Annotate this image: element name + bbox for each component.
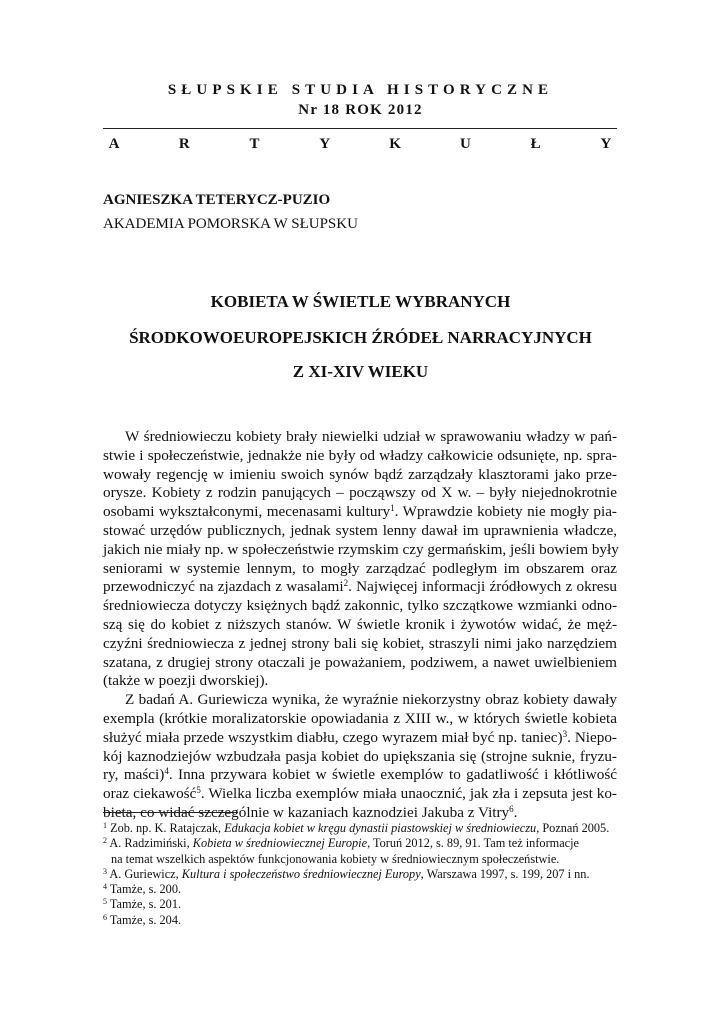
footnote-marker: 4 (164, 766, 169, 777)
body-line: szą się do kobiet z niższych stanów. W świetle kronik i żywotów widać, że męż- (103, 615, 617, 633)
article-body (103, 428, 617, 823)
cited-title: Kobieta w średniowiecznej Europie (192, 836, 368, 851)
author-name: AGNIESZKA TETERYCZ-PUZIO (103, 192, 331, 208)
footnote: $^1$ Zob. np. K. Ratajczak, Edukacja kobiet w kręgu dynastii piastowskiej w średniowieczu, Poznań 2005. (103, 821, 610, 835)
section-letter: R (178, 136, 190, 152)
body-line: W średniowieczu kobiety brały niewielki udział w sprawowaniu władzy w pań- (125, 428, 617, 445)
body-line: służyć miała przede wszystkim diabłu, czego wyrazem miał być np. taniec)$^3$. Niepo- (103, 728, 617, 746)
footnote-number: 2 (103, 836, 107, 846)
footnote: $^3$ A. Guriewicz, Kultura i społeczeństwo średniowiecznej Europy, Warszawa 1997, s. 199, 207 i nn. (103, 866, 590, 881)
footnote-marker: 5 (196, 785, 201, 796)
footnote-number: 3 (103, 866, 107, 876)
section-letter: Y (319, 136, 331, 152)
body-line: Z badań A. Guriewicza wynika, że wyraźnie niekorzystny obraz kobiety dawały (125, 691, 617, 709)
footnote-marker: 6 (509, 803, 514, 814)
article-title-line: ŚRODKOWOEUROPEJSKICH ŹRÓDEŁ NARRACYJNYCH (129, 328, 592, 347)
section-letter: Ł (530, 136, 541, 152)
footnote-marker: 1 (390, 503, 395, 514)
body-line: szatana, z drugiej strony otaczali je poważaniem, podziwem, a nawet uwielbieniem (103, 653, 617, 671)
footnotes (103, 821, 617, 928)
header-rule (103, 128, 617, 129)
article-title-line: Z XI-XIV WIEKU (292, 362, 429, 381)
footnote: $^6$ Tamże, s. 204. (103, 912, 182, 927)
footnote-number: 5 (103, 897, 107, 907)
body-line: średniowiecza dotyczy księżnych bądź zakonnic, tylko szczątkowe wzmianki odno- (103, 597, 617, 615)
journal-issue: Nr 18 ROK 2012 (298, 102, 423, 118)
section-heading (103, 136, 617, 153)
body-line: ry, maści)$^4$. Inna przywara kobiet w świetle exemplów to gadatliwość i kłótliwość (103, 766, 617, 784)
body-line: stować urzędów publicznych, jednak system lenny dawał im uprawnienia władcze, (103, 521, 617, 539)
cited-title: Edukacja kobiet w kręgu dynastii piastowskiej w średniowieczu (224, 821, 537, 835)
author-affiliation: AKADEMIA POMORSKA W SŁUPSKU (103, 216, 358, 232)
footnote: $^2$ A. Radzimiński, Kobieta w średniowiecznej Europie, Toruń 2012, s. 89, 91. Tam też informacje (103, 836, 580, 851)
body-line: kój kaznodziejów wzbudzała pasja kobiet do upiększania się (strojne suknie, fryzu- (103, 747, 617, 765)
section-letter: T (249, 136, 260, 152)
footnote-rule (103, 812, 238, 813)
section-letter: Y (600, 136, 612, 152)
body-line: exempla (krótkie moralizatorskie opowiadania z XIII w., w których świetle kobieta (103, 709, 617, 727)
body-line: seniorami w systemie lennym, to mogły zarządzać podległym im obszarem oraz (103, 559, 617, 577)
body-line: oraz ciekawość$^5$. Wielka liczba exemplów miała unaocznić, jak zła i zepsuta jest ko- (103, 785, 617, 803)
footnote: $^4$ Tamże, s. 200. (103, 882, 182, 897)
cited-title: Kultura i społeczeństwo średniowiecznej Europy (181, 866, 421, 881)
section-letter: K (389, 136, 401, 152)
footnote-marker: 3 (562, 728, 568, 739)
footnote: $^5$ Tamże, s. 201. (103, 897, 182, 912)
body-line: bieta, co widać szczególnie w kazaniach kaznodziei Jakuba z Vitry$^6$. (103, 803, 518, 821)
footnote: na temat wszelkich aspektów funkcjonowania kobiety w średniowiecznym społeczeństwie. (111, 851, 560, 866)
body-line: przewodniczyć na zjazdach z wasalami$^2$. Najwięcej informacji źródłowych z okresu (103, 578, 617, 596)
footnote-number: 1 (103, 821, 107, 830)
body-line: jakich nie miały np. w społeczeństwie rzymskim czy germańskim, jeśli bowiem były (103, 540, 619, 558)
body-line: osobami wykształconymi, mecenasami kultury$^1$. Wprawdzie kobiety nie mogły pia- (103, 503, 617, 521)
body-line: wowały regencję w imieniu swoich synów bądź zarządzały klasztorami jako prze- (103, 465, 617, 483)
footnote-number: 4 (103, 882, 107, 892)
section-letter: A (108, 136, 120, 152)
footnote-number: 6 (103, 912, 107, 922)
journal-name: SŁUPSKIE STUDIA HISTORYCZNE (167, 82, 554, 98)
body-line: stwie i społeczeństwie, jednakże nie były od władzy całkowicie odsunięte, np. spra- (103, 446, 617, 464)
body-line: czyźni średniowiecza z jednej strony bali się kobiet, straszyli nimi jako narzędziem (103, 634, 617, 652)
body-line: (także w poezji dworskiej). (103, 672, 269, 690)
article-title-line: KOBIETA W ŚWIETLE WYBRANYCH (210, 292, 511, 311)
footnote-marker: 2 (343, 578, 349, 589)
body-line: orysze. Kobiety z rodzin panujących – począwszy od X w. – były niejednokrotnie (103, 484, 617, 502)
section-letter: U (459, 136, 471, 152)
